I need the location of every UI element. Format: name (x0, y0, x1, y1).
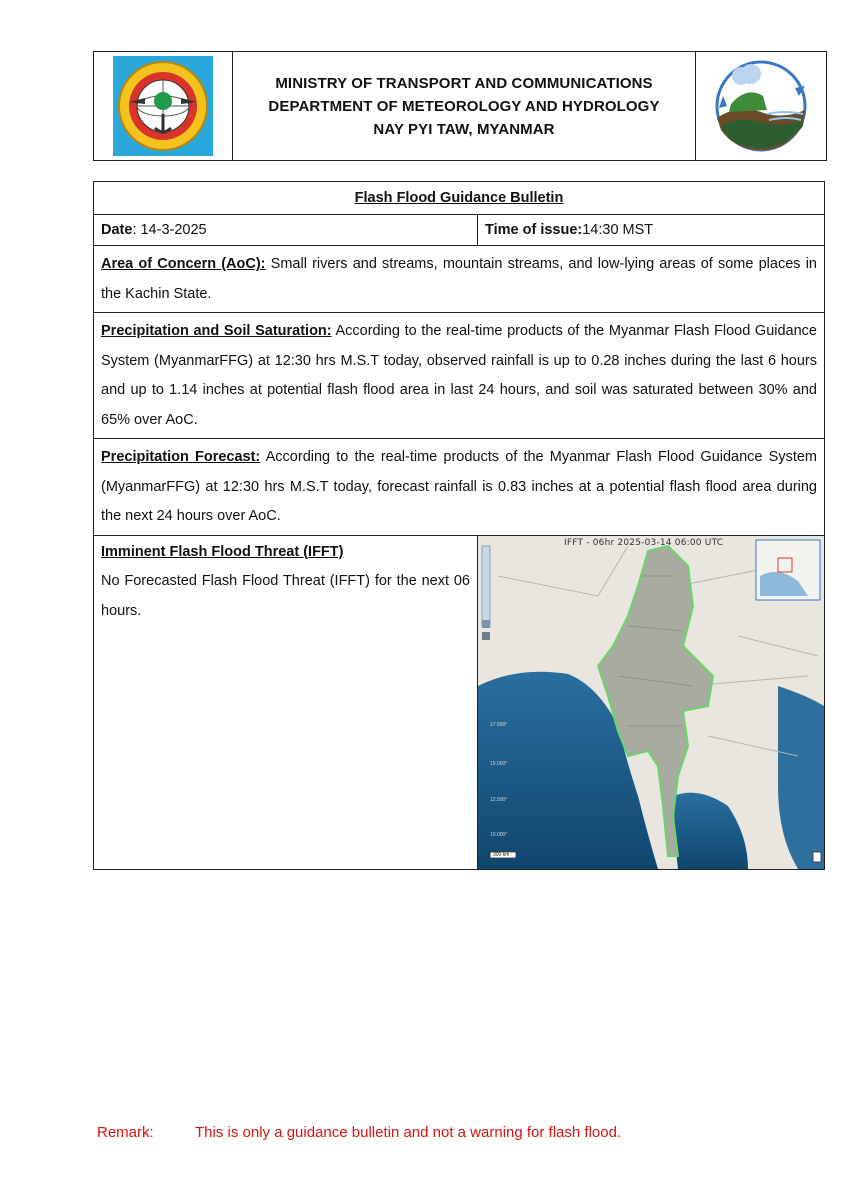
precipitation-soil-row (94, 313, 824, 439)
ifft-label: Imminent Flash Flood Threat (IFFT) (101, 543, 344, 560)
map-title: IFFT - 06hr 2025-03-14 06:00 UTC (564, 537, 724, 548)
precip-text: According to the real-time products of the Myanmar Flash Flood Guidance System (MyanmarFFG) at 12:30 hrs M.S.T today, observed rainfall is up to 0.28 inches during the last 6 hours and up to 1.14 inches at potential flash flood area in last 24 hours, and soil was saturated between 30% and 65% over AoC. (101, 323, 818, 428)
letterhead (93, 51, 827, 161)
ministry-title-block (233, 52, 695, 160)
area-of-concern-row (94, 246, 824, 313)
department-name: DEPARTMENT OF METEOROLOGY AND HYDROLOGY (268, 97, 660, 115)
map-scale-label: 300 km (493, 851, 510, 858)
ministry-logo-cell (94, 52, 233, 160)
ifft-map[interactable] (478, 536, 824, 869)
location-name: NAY PYI TAW, MYANMAR (373, 120, 555, 138)
hydrology-logo-icon (707, 56, 815, 156)
bulletin-title: Flash Flood Guidance Bulletin (354, 190, 564, 206)
ministry-name: MINISTRY OF TRANSPORT AND COMMUNICATIONS (275, 74, 653, 92)
map-lat-label: 12.500° (490, 796, 508, 803)
date-cell (94, 215, 478, 245)
precip-label: Precipitation and Soil Saturation: (101, 323, 332, 339)
bulletin-title-row (94, 182, 824, 215)
time-cell (478, 215, 824, 245)
myanmar-map-image (478, 536, 824, 869)
precipitation-forecast-row (94, 439, 824, 536)
ifft-text: No Forecasted Flash Flood Threat (IFFT) for the next 06 hours. (101, 573, 470, 619)
time-value: 14:30 MST (582, 222, 654, 238)
map-lat-label: 10.000° (490, 831, 508, 838)
ifft-row (94, 536, 824, 869)
ministry-emblem-icon (111, 54, 215, 158)
bulletin-table (93, 181, 825, 870)
ifft-text-cell (94, 536, 478, 869)
time-label: Time of issue: (485, 222, 583, 238)
remark-label: Remark: (97, 1124, 154, 1141)
date-value: : 14-3-2025 (132, 222, 207, 238)
remark-text: This is only a guidance bulletin and not a warning for flash flood. (195, 1124, 622, 1141)
date-label: Date (101, 222, 133, 238)
date-time-row (94, 215, 824, 246)
remark-line (97, 1124, 621, 1141)
forecast-label: Precipitation Forecast: (101, 449, 261, 465)
aoc-label: Area of Concern (AoC): (101, 256, 266, 272)
aoc-text: Small rivers and streams, mountain streams, and low-lying areas of some places in the Kachin State. (101, 256, 817, 302)
dmh-logo-cell (695, 52, 826, 160)
map-lat-label: 15.000° (490, 760, 508, 767)
forecast-text: According to the real-time products of the Myanmar Flash Flood Guidance System (MyanmarFFG) at 12:30 hrs M.S.T today, forecast rainfall is 0.83 inches at a potential flash flood area during the next 24 hours over AoC. (101, 449, 818, 524)
map-lat-label: 17.500° (490, 721, 508, 728)
